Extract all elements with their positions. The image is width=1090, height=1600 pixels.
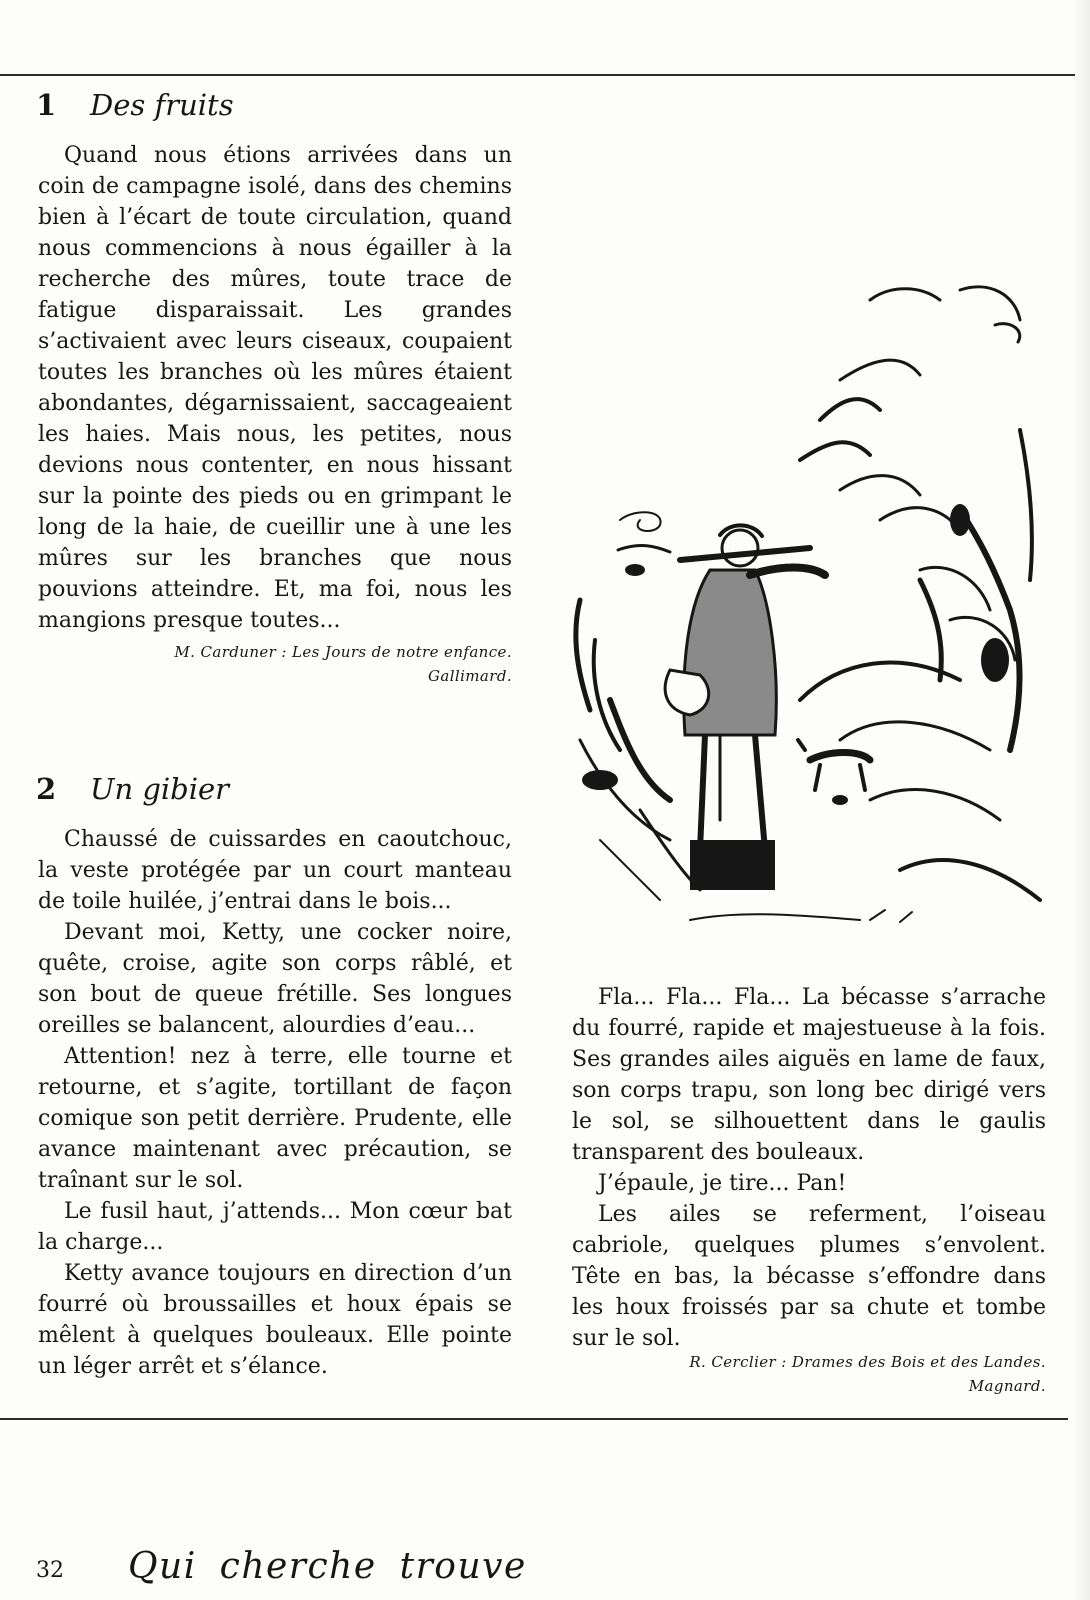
section-1-text <box>38 140 512 636</box>
section-2-paragraph: J’épaule, je tire... Pan! <box>598 1171 847 1196</box>
section-2-source-citation: R. Cerclier : Drames des Bois et des Landes. <box>689 1353 1046 1371</box>
section-2-number: 2 <box>36 772 57 806</box>
chapter-title: Qui cherche trouve <box>128 1546 527 1587</box>
section-2-paragraph: Attention! nez à terre, elle tourne et retourne, et s’agite, tortillant de façon comique son petit derrière. Prudente, elle avance maintenant avec précaution, se traînant sur le sol. <box>38 1044 512 1193</box>
section-2-paragraph: Devant moi, Ketty, une cocker noire, quête, croise, agite son corps râblé, et son bout de queue frétille. Ses longues oreilles se balancent, alourdies d’eau... <box>38 920 512 1038</box>
section-2-source-publisher: Magnard. <box>968 1377 1046 1395</box>
section-2-right-column <box>572 982 1046 1354</box>
section-2-heading <box>36 772 229 806</box>
section-1-heading <box>36 88 234 122</box>
page-number: 32 <box>36 1558 64 1583</box>
section-1-paragraph: Quand nous étions arrivées dans un coin de campagne isolé, dans des chemins bien à l’écart de toute circulation, quand nous commencions à nous égailler à la recherche des mûres, toute trace de fatigue disparaissait. Les grandes s’activaient avec leurs ciseaux, coupaient toutes les branches où les mûres étaient abondantes, dégarnissaient, saccageaient les haies. Mais nous, les petites, nous devions nous contenter, en nous hissant sur la pointe des pieds ou en grimpant le long de la haie, de cueillir une à une les mûres sur les branches que nous pouvions atteindre. Et, ma foi, nous les mangions presque toutes... <box>38 143 512 633</box>
bottom-rule <box>0 1418 1068 1420</box>
section-2-paragraph: Chaussé de cuissardes en caoutchouc, la veste protégée par un court manteau de toile huilée, j’entrai dans le bois... <box>38 827 512 914</box>
section-1-source-publisher: Gallimard. <box>427 667 512 685</box>
section-1-source <box>38 640 512 688</box>
section-1-number: 1 <box>36 88 57 122</box>
page-edge-shadow <box>1072 0 1090 1600</box>
section-1-source-citation: M. Carduner : Les Jours de notre enfance. <box>174 643 512 661</box>
section-2-paragraph: Fla... Fla... Fla... La bécasse s’arrache du fourré, rapide et majestueuse à la fois. Ses grandes ailes aiguës en lame de faux, son corps trapu, son long bec dirigé vers le sol, se silhouettent dans le gaulis transparent des bouleaux. <box>572 985 1046 1165</box>
section-2-title: Un gibier <box>90 772 230 806</box>
section-2-paragraph: Le fusil haut, j’attends... Mon cœur bat la charge... <box>38 1199 512 1255</box>
section-2-source <box>572 1350 1046 1398</box>
hunter-illustration <box>540 280 1060 950</box>
section-2-paragraph: Ketty avance toujours en direction d’un fourré où broussailles et houx épais se mêlent à quelques bouleaux. Elle pointe un léger arrêt et s’élance. <box>38 1261 512 1379</box>
top-rule <box>0 74 1075 76</box>
section-2-paragraph: Les ailes se referment, l’oiseau cabriole, quelques plumes s’envolent. Tête en bas, la bécasse s’effondre dans les houx froissés par sa chute et tombe sur le sol. <box>572 1202 1046 1351</box>
section-2-left-column <box>38 824 512 1382</box>
section-1-title: Des fruits <box>90 88 234 122</box>
